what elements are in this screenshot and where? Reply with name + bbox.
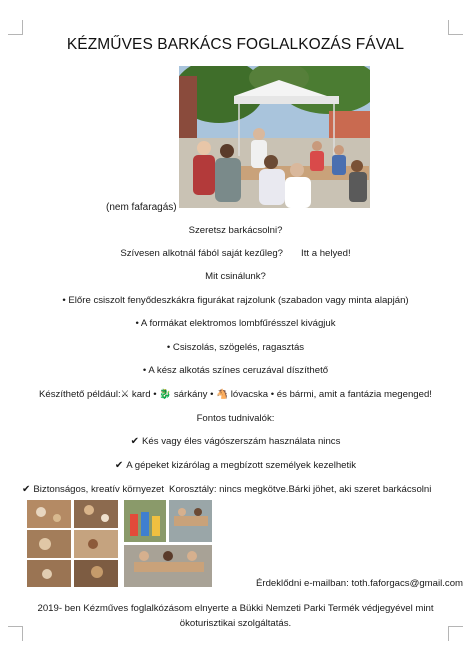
question-line-3: Mit csinálunk? (205, 271, 266, 282)
rule-3 (22, 484, 431, 495)
crop-mark-top-right (448, 20, 463, 35)
step-4: • A kész alkotás színes ceruzával díszíthető (142, 365, 329, 376)
examples-label: Készíthető például: (39, 389, 121, 400)
step-2: • A formákat elektromos lombfűrésszel kivágjuk (135, 318, 336, 329)
page-title: KÉZMŰVES BARKÁCS FOGLALKOZÁS FÁVAL (66, 36, 405, 53)
sword-example: ⚔ kard • (120, 389, 160, 400)
examples-line (0, 389, 471, 400)
question-text: Szívesen alkotnál fából saját kezűleg? (120, 248, 284, 259)
crop-mark-bottom-right (448, 626, 463, 641)
photo-caption: (nem fafaragás) (106, 202, 177, 213)
age-text: Korosztály: nincs megkötve.Bárki jöhet, aki szeret barkácsolni (169, 484, 432, 495)
step-1: • Előre csiszolt fenyődeszkákra figurákat rajzolunk (szabadon vagy minta alapján) (62, 295, 409, 306)
check-icon: ✔ (114, 460, 124, 471)
crafts-collage (27, 500, 118, 587)
rule-2-text: A gépeket kizárólag a megbízott személyek kezelhetik (126, 460, 357, 471)
invite-text: Itt a helyed! (301, 248, 351, 259)
question-line-2 (0, 248, 471, 259)
step-3: • Csiszolás, szögelés, ragasztás (166, 342, 305, 353)
contact-email: Érdeklődni e-mailban: toth.faforgacs@gmail.com (256, 578, 464, 589)
crop-mark-top-left (8, 20, 23, 35)
check-icon: ✔ (22, 484, 31, 495)
workshop-photo (179, 66, 370, 208)
dragon-example: 🐉 sárkány • (159, 389, 217, 400)
horse-example: 🐴 lóvacska • és bármi, amit a fantázia megenged! (216, 389, 432, 400)
crop-mark-bottom-left (8, 626, 23, 641)
award-note: 2019- ben Kézműves foglalkózásom elnyerte a Bükki Nemzeti Parki Termék védjegyével mint ökoturisztikai szolgáltatás. (37, 603, 434, 629)
rule-1 (0, 436, 471, 447)
rule-2 (0, 460, 471, 471)
rule-1-text: Kés vagy éles vágószerszám használata nincs (142, 436, 341, 447)
question-line-1: Szeretsz barkácsolni? (188, 225, 283, 236)
rule-3-text: Biztonságos, kreatív környezet (33, 484, 165, 495)
info-heading: Fontos tudnivalók: (196, 413, 275, 424)
check-icon: ✔ (130, 436, 139, 447)
kids-collage (124, 500, 212, 587)
